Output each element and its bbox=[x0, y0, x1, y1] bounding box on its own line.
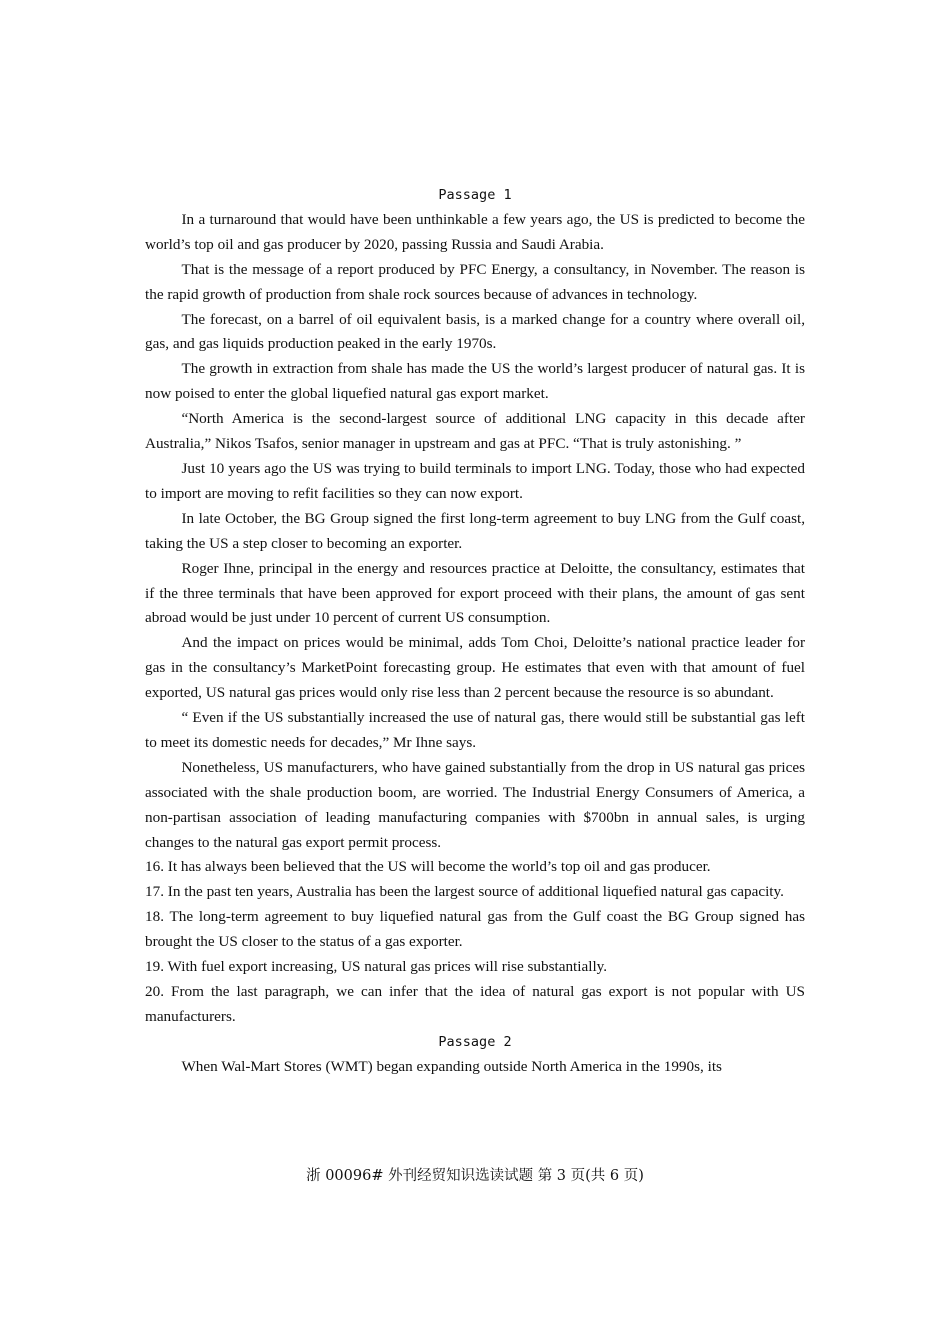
passage-1-paragraph: The growth in extraction from shale has made the US the world’s largest producer of natural gas. It is now poised to enter the global liquefied natural gas export market. bbox=[145, 360, 805, 403]
passage-1-paragraph: And the impact on prices would be minimal, adds Tom Choi, Deloitte’s national practice leader for gas in the consultancy’s MarketPoint forecasting group. He estimates that even with that amount of fuel exported, US natural gas prices would only rise less than 2 percent because the resource is so abundant. bbox=[145, 634, 805, 702]
passage-1-paragraph: The forecast, on a barrel of oil equivalent basis, is a marked change for a country where overall oil, gas, and gas liquids production peaked in the early 1970s. bbox=[145, 310, 805, 353]
page-footer: 浙 00096# 外刊经贸知识选读试题 第 3 页(共 6 页) bbox=[306, 1168, 644, 1184]
page-content bbox=[145, 183, 805, 1080]
passage-1-paragraph: That is the message of a report produced by PFC Energy, a consultancy, in November. The reason is the rapid growth of production from shale rock sources because of advances in technology. bbox=[145, 260, 805, 303]
question-19: 19. With fuel export increasing, US natural gas prices will rise substantially. bbox=[145, 958, 608, 976]
passage-1-paragraph: “ Even if the US substantially increased the use of natural gas, there would still be substantial gas left to meet its domestic needs for decades,” Mr Ihne says. bbox=[145, 709, 805, 751]
passage-1-paragraph: Just 10 years ago the US was trying to build terminals to import LNG. Today, those who had expected to import are moving to refit facilities so they can now export. bbox=[145, 459, 805, 502]
question-17: 17. In the past ten years, Australia has been the largest source of additional liquefied natural gas capacity. bbox=[145, 883, 784, 901]
passage-1-paragraph: In a turnaround that would have been unthinkable a few years ago, the US is predicted to become the world’s top oil and gas producer by 2020, passing Russia and Saudi Arabia. bbox=[145, 210, 805, 253]
passage-2-title: Passage 2 bbox=[438, 1033, 512, 1050]
passage-1-paragraph: In late October, the BG Group signed the first long-term agreement to buy LNG from the Gulf coast, taking the US a step closer to becoming an exporter. bbox=[145, 509, 805, 552]
question-20: 20. From the last paragraph, we can infer that the idea of natural gas export is not popular with US manufacturers. bbox=[145, 983, 805, 1025]
question-16: 16. It has always been believed that the US will become the world’s top oil and gas producer. bbox=[145, 858, 711, 876]
question-18: 18. The long-term agreement to buy liquefied natural gas from the Gulf coast the BG Group signed has brought the US closer to the status of a gas exporter. bbox=[145, 908, 805, 951]
passage-2-paragraph: When Wal-Mart Stores (WMT) began expanding outside North America in the 1990s, its bbox=[181, 1057, 722, 1075]
passage-1-paragraph: Roger Ihne, principal in the energy and resources practice at Deloitte, the consultancy, estimates that if the three terminals that have been approved for export proceed with their plans, the amount of gas sent abroad would be just under 10 percent of current US consumption. bbox=[145, 559, 805, 627]
passage-1-paragraph: Nonetheless, US manufacturers, who have gained substantially from the drop in US natural gas prices associated with the shale production boom, are worried. The Industrial Energy Consumers of America, a non-partisan association of leading manufacturing companies with $700bn in annual sales, is urging changes to the natural gas export permit process. bbox=[145, 758, 805, 851]
passage-1-paragraph: “North America is the second-largest source of additional LNG capacity in this decade after Australia,” Nikos Tsafos, senior manager in upstream and gas at PFC. “That is truly astonishing. ” bbox=[145, 410, 805, 453]
passage-1-title: Passage 1 bbox=[438, 187, 512, 203]
